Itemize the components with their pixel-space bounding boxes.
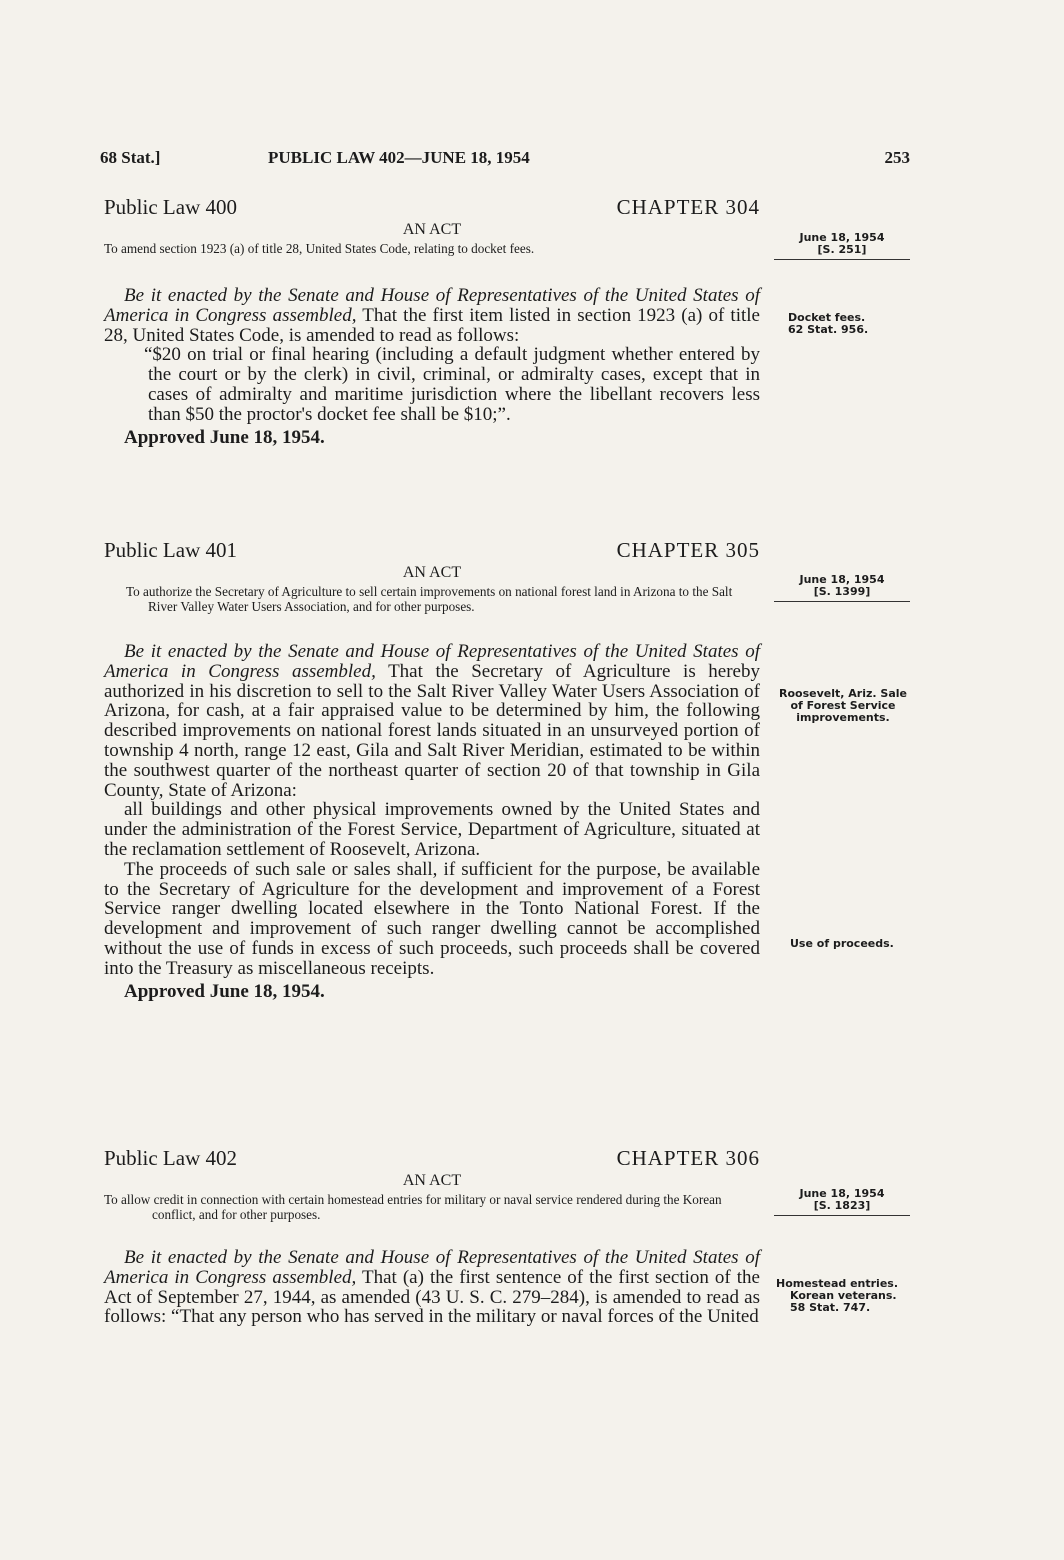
sidenote-roosevelt: Roosevelt, Ariz. Sale of Forest Service improvements. — [779, 687, 907, 724]
chapter-number: CHAPTER 304 — [616, 195, 760, 219]
page-header — [100, 148, 910, 174]
chapter-number: CHAPTER 305 — [616, 538, 760, 562]
enacting-clause — [104, 286, 760, 345]
act-label: AN ACT — [402, 1172, 462, 1189]
margin-date-305 — [774, 574, 914, 602]
enacting-text: That the first item listed in section 1923 (a) of title 28, United States Code, is amended to read as follows: — [104, 304, 760, 346]
act-label: AN ACT — [402, 564, 462, 581]
volume-reference: 68 Stat.] — [100, 148, 161, 167]
law-number: Public Law 400 — [104, 195, 237, 219]
enacting-clause — [104, 1248, 760, 1327]
approval-line: Approved June 18, 1954. — [124, 426, 325, 448]
enacting-formula: Be it enacted by the Senate and House of Representatives of the United States of America in Congress assembled, — [104, 1247, 760, 1288]
act-purpose: To allow credit in connection with certain homestead entries for military or naval service rendered during the Korean conflict, and for other purposes. — [104, 1192, 722, 1222]
sidenote-subtopic: Korean veterans. — [790, 1289, 897, 1302]
enacting-text: That the Secretary of Agriculture is hereby authorized in his discretion to sell to the Salt River Valley Water Users Association of Arizona, for cash, at a fair appraised value to be determined by him, the following described improvements on national forest lands situated in an unsurveyed portion of township 4 north, range 12 east, Gila and Salt River Meridian, estimated to be within the southwest quarter of the northeast quarter of section 20 of that township in Gila County, State of Arizona: — [104, 660, 760, 801]
sidenote-docket-fees — [788, 312, 928, 336]
approval-line: Approved June 18, 1954. — [124, 980, 325, 1002]
law-401-section — [104, 538, 760, 1003]
page-number: 253 — [884, 148, 910, 167]
sidenote-citation: 58 Stat. 747. — [790, 1301, 871, 1314]
enactment-date: June 18, 1954 — [799, 231, 885, 244]
margin-date-304 — [774, 232, 914, 260]
enactment-date: June 18, 1954 — [799, 1187, 885, 1200]
sidenote-homestead — [776, 1278, 916, 1314]
enacting-text: That (a) the first sentence of the first section of the Act of September 27, 1944, as amended (43 U. S. C. 279–284), is amended to read as follows: “That any person who has served in the military or naval forces of the United — [104, 1266, 760, 1328]
law-402-section — [104, 1146, 760, 1327]
bill-number: [S. 251] — [817, 243, 867, 256]
proceeds-paragraph: The proceeds of such sale or sales shall, if sufficient for the purpose, be available to the Secretary of Agriculture for the development and improvement of a Forest Service ranger dwelling located elsewhere in the Tonto National Forest. If the development and improvement of such ranger dwelling cannot be accomplished without the use of funds in excess of such proceeds, such proceeds shall be covered into the Treasury as miscellaneous receipts. — [104, 858, 760, 979]
bill-number: [S. 1399] — [813, 585, 871, 598]
law-number: Public Law 402 — [104, 1146, 237, 1170]
act-purpose: To authorize the Secretary of Agriculture to sell certain improvements on national forest land in Arizona to the Salt River Valley Water Users Association, and for other purposes. — [126, 584, 733, 614]
sidenote-citation: 62 Stat. 956. — [788, 323, 869, 336]
improvements-paragraph: all buildings and other physical improvements owned by the United States and under the administration of the Forest Service, Department of Agriculture, situated at the reclamation settlement of Roosevelt, Arizona. — [104, 799, 760, 860]
margin-date-306 — [774, 1188, 914, 1216]
law-400-section — [104, 195, 760, 449]
sidenote-topic: Docket fees. — [788, 311, 866, 324]
amended-text-quote: “$20 on trial or final hearing (including a default judgment whether entered by the court or by the clerk) in civil, criminal, or admiralty cases, except that in cases of admiralty and maritime jurisdiction where the libellant recovers less than $50 the proctor's docket fee shall be $10;”. — [144, 344, 760, 425]
bill-number: [S. 1823] — [813, 1199, 871, 1212]
sidenote-use-of-proceeds: Use of proceeds. — [790, 937, 894, 950]
enacting-formula: Be it enacted by the Senate and House of Representatives of the United States of America in Congress assembled, — [104, 285, 760, 326]
chapter-number: CHAPTER 306 — [616, 1146, 760, 1170]
enactment-date: June 18, 1954 — [799, 573, 885, 586]
running-title: PUBLIC LAW 402—JUNE 18, 1954 — [268, 148, 530, 167]
act-label: AN ACT — [402, 221, 462, 238]
sidenote-topic: Homestead entries. — [776, 1277, 899, 1290]
enacting-formula: Be it enacted by the Senate and House of Representatives of the United States of America in Congress assembled, — [104, 641, 760, 682]
enacting-clause — [104, 642, 760, 800]
law-number: Public Law 401 — [104, 538, 237, 562]
act-purpose: To amend section 1923 (a) of title 28, United States Code, relating to docket fees. — [104, 241, 535, 256]
